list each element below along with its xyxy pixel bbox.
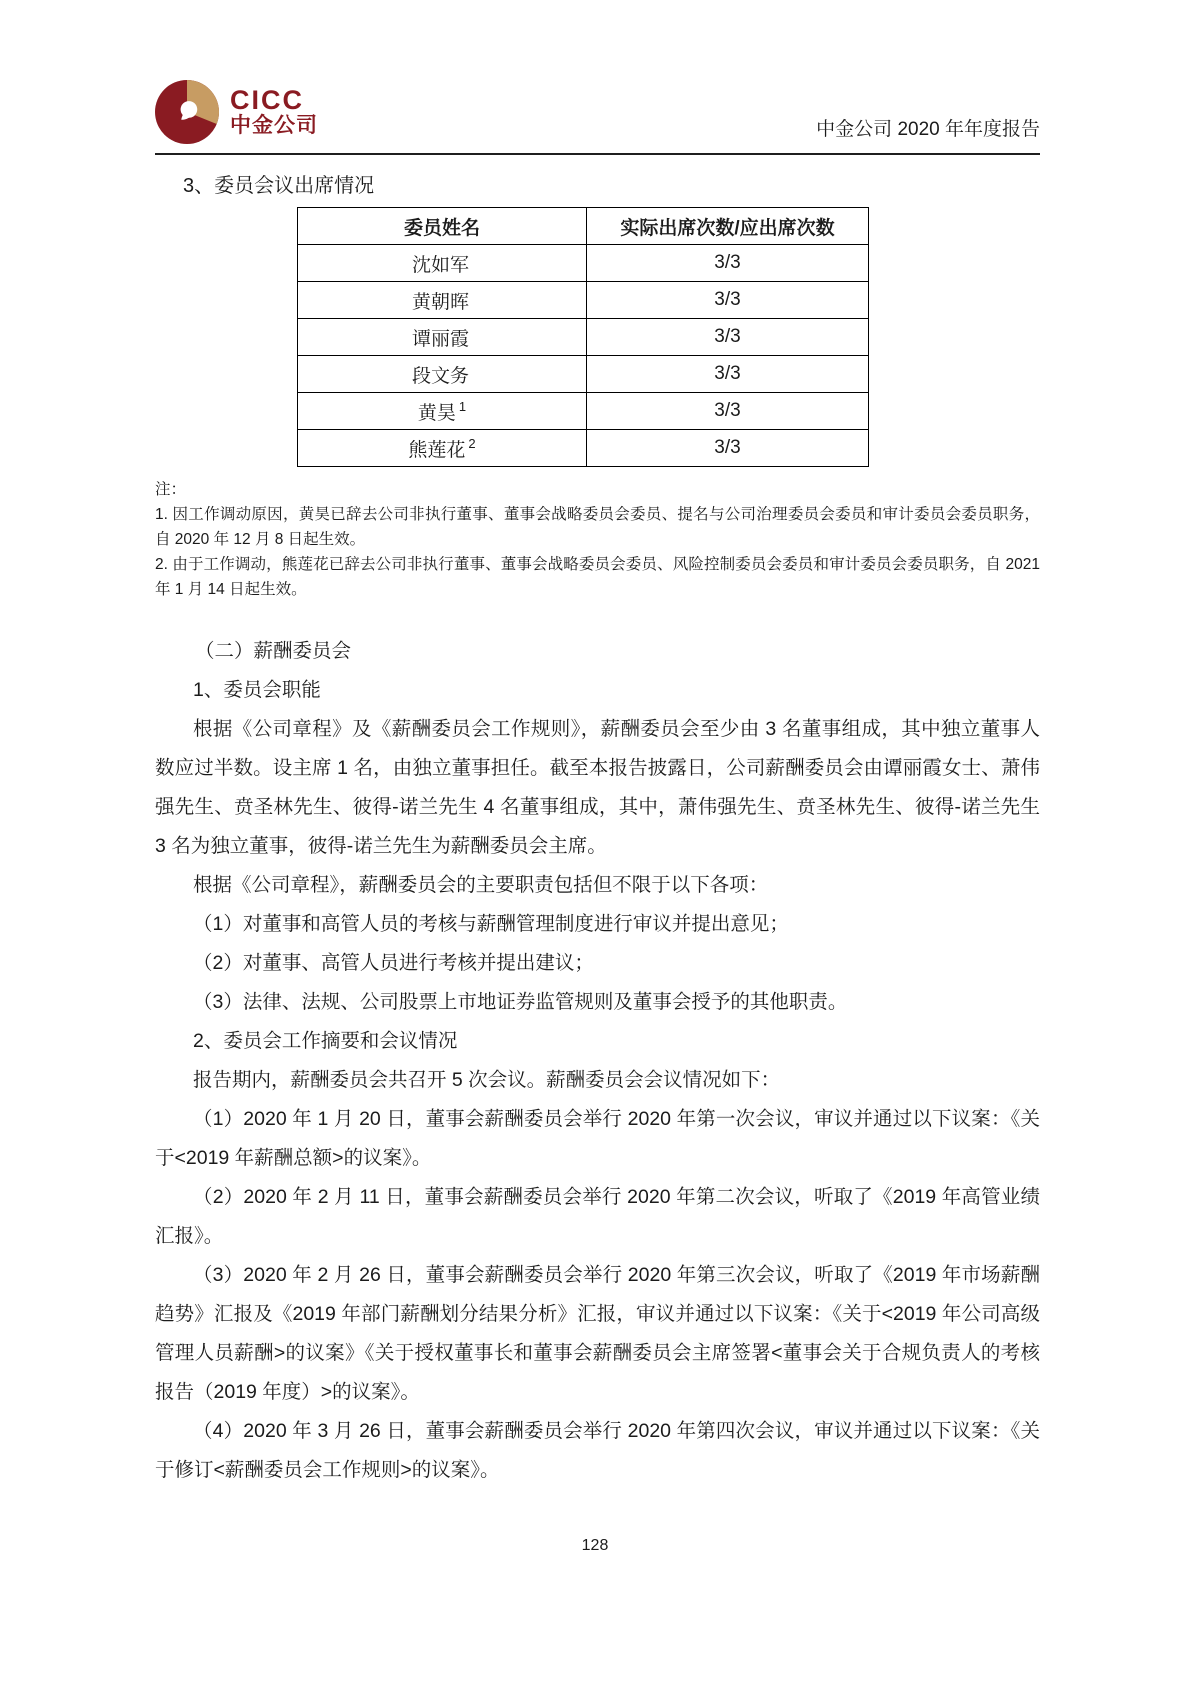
notes-label: 注： xyxy=(155,481,187,498)
note-ref-sup: 1 xyxy=(458,399,467,415)
table-header-row xyxy=(298,208,869,245)
table-row xyxy=(298,245,869,282)
para-composition: 根据《公司章程》及《薪酬委员会工作规则》，薪酬委员会至少由 3 名董事组成，其中独立董事人数应过半数。设主席 1 名，由独立董事担任。截至本报告披露日，公司薪酬委员会由谭丽霞女士、萧伟强先生、贲圣林先生、彼得-诺兰先生 4 名董事组成，其中，萧伟强先生、贲圣林先生、彼得-诺兰先生 3 名为独立董事，彼得-诺兰先生为薪酬委员会主席。 xyxy=(155,718,1040,857)
cicc-logo xyxy=(155,80,318,144)
cicc-logo-icon xyxy=(155,80,219,144)
table-row xyxy=(298,319,869,356)
member-name-cell xyxy=(298,430,587,467)
duty-item: （3）法律、法规、公司股票上市地证券监管规则及董事会授予的其他职责。 xyxy=(193,991,848,1013)
meeting-item: （2）2020 年 2 月 11 日，董事会薪酬委员会举行 2020 年第二次会议，听取了《2019 年高管业绩汇报》。 xyxy=(155,1186,1040,1247)
member-name: 沈如军 xyxy=(411,254,469,276)
note-ref-sup: 2 xyxy=(468,436,476,452)
attendance-value-cell: 3/3 xyxy=(587,319,869,356)
attendance-heading: 3、委员会议出席情况 xyxy=(183,175,375,197)
attendance-value-cell: 3/3 xyxy=(587,282,869,319)
remuneration-heading: （二）薪酬委员会 xyxy=(195,640,352,662)
table-row xyxy=(298,282,869,319)
member-name-cell xyxy=(298,393,587,430)
notes-block xyxy=(155,477,1040,602)
para-duties-intro: 根据《公司章程》，薪酬委员会的主要职责包括但不限于以下各项： xyxy=(193,874,769,896)
logo-text xyxy=(230,86,318,138)
page-header xyxy=(155,80,1040,155)
member-name-cell xyxy=(298,245,587,282)
table-row xyxy=(298,356,869,393)
duty-item: （2）对董事、高管人员进行考核并提出建议； xyxy=(193,952,594,974)
attendance-value-cell: 3/3 xyxy=(587,430,869,467)
para-meetings-intro: 报告期内，薪酬委员会共召开 5 次会议。薪酬委员会会议情况如下： xyxy=(193,1069,781,1091)
attendance-value-cell: 3/3 xyxy=(587,245,869,282)
meeting-item: （4）2020 年 3 月 26 日，董事会薪酬委员会举行 2020 年第四次会议，审议并通过以下议案：《关于修订<薪酬委员会工作规则>的议案》。 xyxy=(155,1420,1040,1481)
logo-brand-zh: 中金公司 xyxy=(230,114,318,137)
page-number: 128 xyxy=(581,1537,609,1554)
attendance-value-cell: 3/3 xyxy=(587,393,869,430)
member-name-cell xyxy=(298,319,587,356)
member-name: 黄朝晖 xyxy=(411,291,469,313)
column-header-attendance: 实际出席次数/应出席次数 xyxy=(587,208,869,245)
duty-item: （1）对董事和高管人员的考核与薪酬管理制度进行审议并提出意见； xyxy=(193,913,789,935)
member-name: 熊莲花 xyxy=(408,439,466,461)
attendance-value-cell: 3/3 xyxy=(587,356,869,393)
member-name-cell xyxy=(298,356,587,393)
meeting-item: （3）2020 年 2 月 26 日，董事会薪酬委员会举行 2020 年第三次会议，听取了《2019 年市场薪酬趋势》汇报及《2019 年部门薪酬划分结果分析》汇报，审议并通过以下议案：《关于<2019 年公司高级管理人员薪酬>的议案》《关于授权董事长和董事会薪酬委员会主席签署<董事会关于合规负责人的考核报告（2019 年度）>的议案》。 xyxy=(155,1264,1040,1403)
logo-brand-en: CICC xyxy=(230,85,304,115)
sub-heading-work-summary: 2、委员会工作摘要和会议情况 xyxy=(193,1030,458,1052)
table-row xyxy=(298,430,869,467)
member-name: 段文务 xyxy=(411,365,469,387)
note-item: 2. 由于工作调动，熊莲花已辞去公司非执行董事、董事会战略委员会委员、风险控制委员会委员和审计委员会委员职务，自 2021 年 1 月 14 日起生效。 xyxy=(155,556,1040,598)
table-row xyxy=(298,393,869,430)
note-item: 1. 因工作调动原因，黄昊已辞去公司非执行董事、董事会战略委员会委员、提名与公司治理委员会委员和审计委员会委员职务，自 2020 年 12 月 8 日起生效。 xyxy=(155,506,1040,548)
report-title: 中金公司 2020 年年度报告 xyxy=(816,119,1040,140)
sub-heading-functions: 1、委员会职能 xyxy=(193,679,321,701)
column-header-member-name: 委员姓名 xyxy=(298,208,587,245)
remuneration-section xyxy=(155,632,1040,1490)
attendance-table xyxy=(297,207,869,467)
member-name-cell xyxy=(298,282,587,319)
member-name: 黄昊 xyxy=(417,402,456,424)
member-name: 谭丽霞 xyxy=(411,328,469,350)
meeting-item: （1）2020 年 1 月 20 日，董事会薪酬委员会举行 2020 年第一次会议，审议并通过以下议案：《关于<2019 年薪酬总额>的议案》。 xyxy=(155,1108,1040,1169)
